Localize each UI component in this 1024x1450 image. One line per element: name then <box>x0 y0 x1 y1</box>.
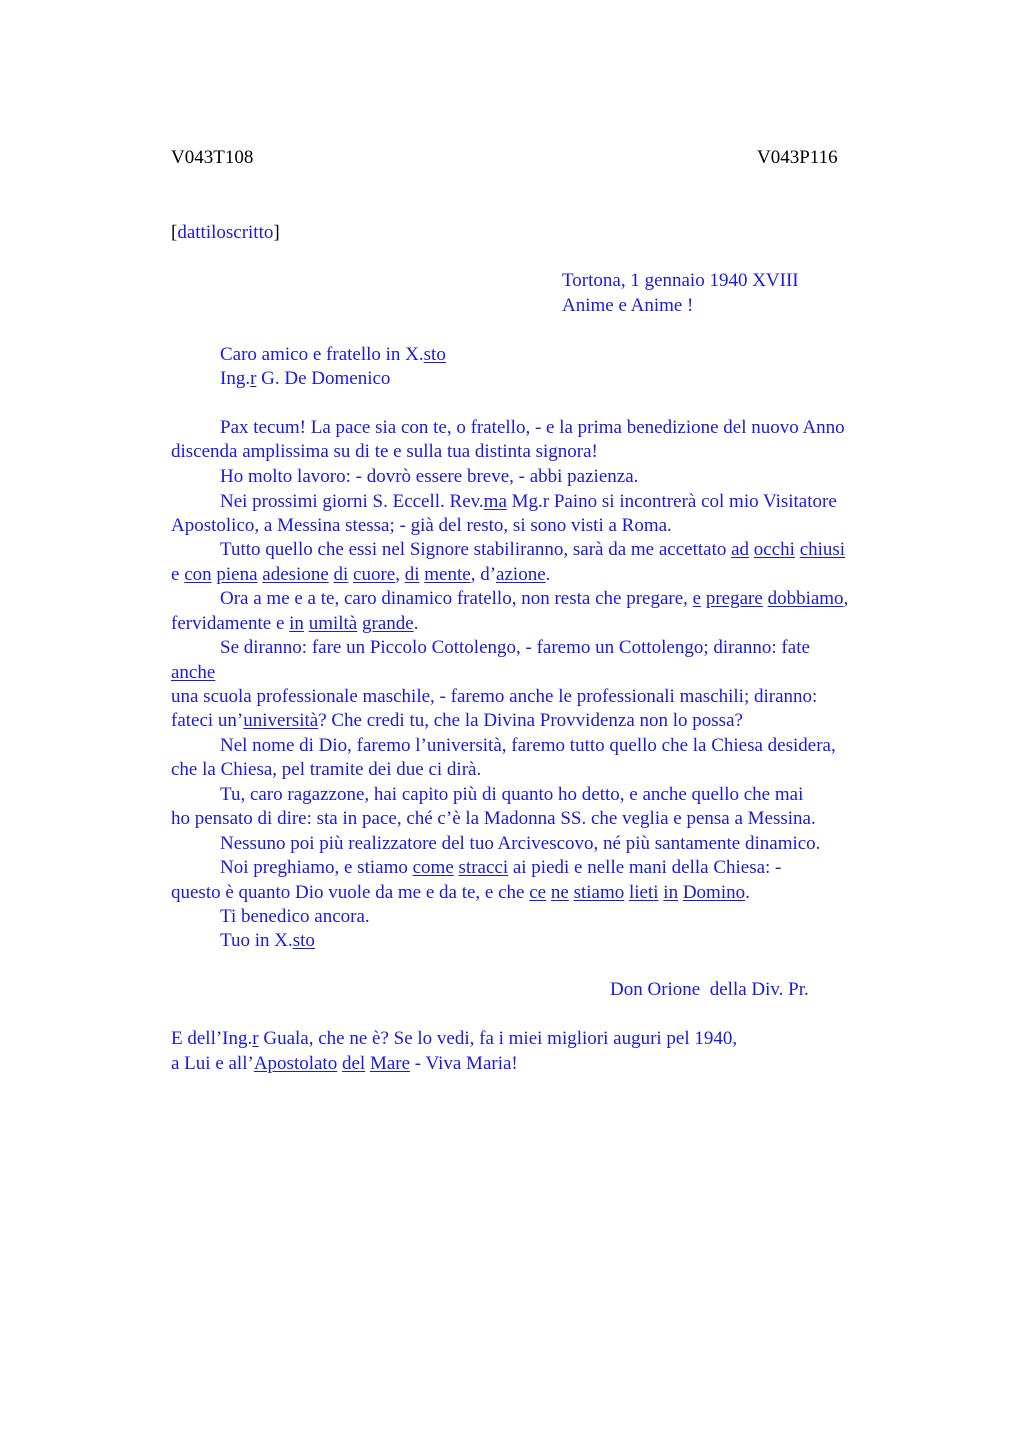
body-line: Ora a me e a te, caro dinamico fratello, non resta che pregare, e pregare dobbiamo, <box>220 588 849 609</box>
body-line: Ho molto lavoro: - dovrò essere breve, - abbi pazienza. <box>220 466 639 487</box>
archive-code-left: V043T108 <box>171 147 254 168</box>
body-line: Nei prossimi giorni S. Eccell. Rev.ma Mg.r Paino si incontrerà col mio Visitatore <box>220 491 837 512</box>
body-line: ho pensato di dire: sta in pace, ché c’è la Madonna SS. che veglia e pensa a Messina. <box>171 808 816 829</box>
body-line: questo è quanto Dio vuole da me e da te, e che ce ne stiamo lieti in Domino. <box>171 882 750 903</box>
body-line: anche <box>171 662 216 683</box>
body-line: che la Chiesa, pel tramite dei due ci dirà. <box>171 759 482 780</box>
body-line: Nessuno poi più realizzatore del tuo Arcivescovo, né più santamente dinamico. <box>220 833 821 854</box>
date-line: Tortona, 1 gennaio 1940 XVIII <box>562 270 799 291</box>
signature: Don Orione della Div. Pr. <box>610 979 809 1000</box>
archive-code-right: V043P116 <box>757 147 838 168</box>
body-line: Tu, caro ragazzone, hai capito più di quanto ho detto, e anche quello che mai <box>220 784 804 805</box>
recipient-line: Ing.r G. De Domenico <box>220 368 391 389</box>
closing-line: Tuo in X.sto <box>220 930 315 951</box>
motto-line: Anime e Anime ! <box>562 295 694 316</box>
body-line: Pax tecum! La pace sia con te, o fratello, - e la prima benedizione del nuovo Anno <box>220 417 845 438</box>
closing-line: Ti benedico ancora. <box>220 906 370 927</box>
body-line: discenda amplissima su di te e sulla tua distinta signora! <box>171 441 598 462</box>
body-line: fateci un’università? Che credi tu, che la Divina Provvidenza non lo possa? <box>171 710 743 731</box>
body-line: e con piena adesione di cuore, di mente, d’azione. <box>171 564 551 585</box>
postscript-line: a Lui e all’Apostolato del Mare - Viva Maria! <box>171 1053 518 1074</box>
postscript-line: E dell’Ing.r Guala, che ne è? Se lo vedi, fa i miei migliori auguri pel 1940, <box>171 1028 738 1049</box>
body-line: Se diranno: fare un Piccolo Cottolengo, - faremo un Cottolengo; diranno: fate <box>220 637 810 658</box>
body-line: Tutto quello che essi nel Signore stabiliranno, sarà da me accettato ad occhi chiusi <box>220 539 846 560</box>
document-type-note: [dattiloscritto] <box>171 222 280 243</box>
body-line: Nel nome di Dio, faremo l’università, faremo tutto quello che la Chiesa desidera, <box>220 735 836 756</box>
body-line: Noi preghiamo, e stiamo come stracci ai piedi e nelle mani della Chiesa: - <box>220 857 782 878</box>
body-line: una scuola professionale maschile, - faremo anche le professionali maschili; diranno: <box>171 686 818 707</box>
body-line: fervidamente e in umiltà grande. <box>171 613 419 634</box>
salutation-line: Caro amico e fratello in X.sto <box>220 344 446 365</box>
body-line: Apostolico, a Messina stessa; - già del resto, si sono visti a Roma. <box>171 515 672 536</box>
